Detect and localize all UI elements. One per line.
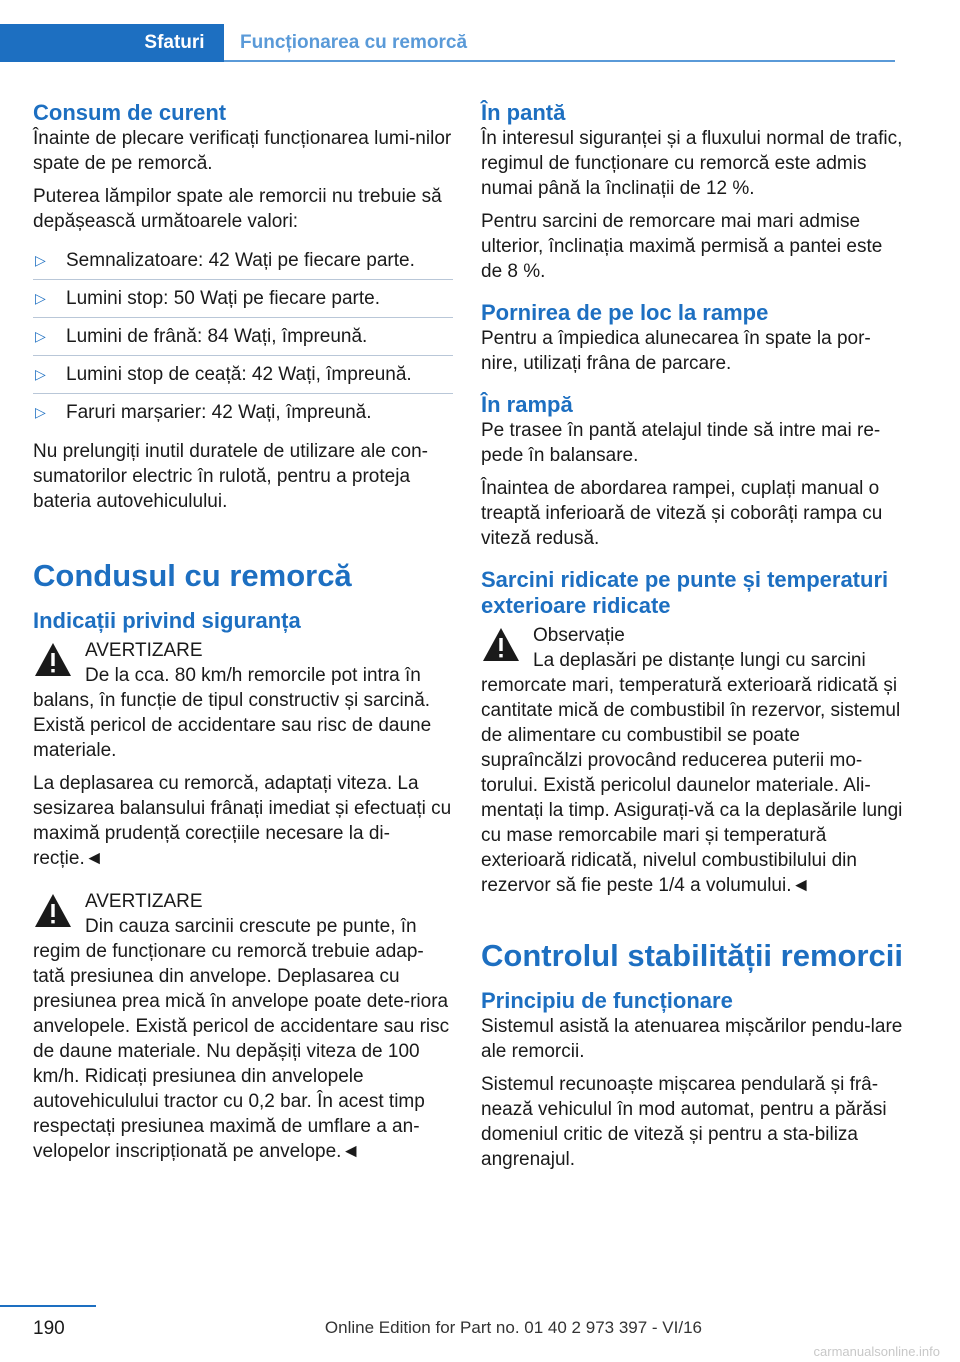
pornire-paragraph: Pentru a împiedica alunecarea în spate la por-nire, utilizați frâna de parcare. (481, 328, 871, 374)
speed-paragraph: La deplasarea cu remorcă, adaptați viteza. La sesizarea balansului frânați imediat și efectuați cu maximă prudență corecțiile necesare la di-recție.◄ (33, 773, 452, 869)
list-item: ▷ Lumini de frână: 84 Wați, împreună. (33, 317, 453, 355)
triangle-bullet-icon: ▷ (35, 366, 46, 382)
list-item: ▷ Faruri marșarier: 42 Wați, împreună. (33, 393, 453, 431)
footer-rule (0, 1305, 96, 1307)
page-number: 190 (33, 1318, 65, 1339)
condus-heading: Condusul cu remorcă (33, 558, 352, 593)
warning-triangle-icon (33, 640, 73, 680)
consum-heading: Consum de curent (33, 100, 227, 125)
panta-paragraph-1: În interesul siguranței și a fluxului normal de trafic, regimul de funcționare cu remorcă este admis numai până la înclinații de 12 %. (481, 128, 903, 199)
principiu-paragraph-1: Sistemul asistă la atenuarea mișcărilor pendu-lare ale remorcii. (481, 1016, 903, 1062)
page-header (0, 0, 960, 62)
warning-title: AVERTIZARE (85, 640, 203, 661)
note-block (481, 623, 903, 898)
triangle-bullet-icon: ▷ (35, 252, 46, 268)
edition-text: Online Edition for Part no. 01 40 2 973 397 - VI/16 (324, 1318, 702, 1337)
consum-paragraph-1: Înainte de plecare verificați funcționarea lumi-nilor spate de pe remorcă. (33, 128, 452, 174)
pornire-heading: Pornirea de pe loc la rampe (481, 300, 769, 325)
warning-text: Din cauza sarcinii crescute pe punte, în regim de funcționare cu remorcă trebuie adap-tată presiunea din anvelope. Deplasarea cu presiunea prea mică în anvelope poate dete-riora anvelopele. Există pericol de accidentare sau risc de daune materiale. Nu depășiți viteza de 100 km/h. Ridicați presiunea din anvelopele autovehiculului tractor cu 0,2 bar. În acest timp respectați presiunea maximă de umflare a an-velopelor inscripționată pe anvelope.◄ (33, 916, 450, 1162)
rampa-heading: În rampă (481, 392, 573, 417)
consum-paragraph-2: Puterea lămpilor spate ale remorcii nu trebuie să depășească următoarele valori: (33, 186, 442, 232)
warning-triangle-icon (481, 625, 521, 665)
siguranta-heading: Indicații privind siguranța (33, 608, 301, 633)
list-item: ▷ Lumini stop: 50 Wați pe fiecare parte. (33, 279, 453, 317)
panta-paragraph-2: Pentru sarcini de remorcare mai mari admise ulterior, înclinația maximă permisă a pantei este de 8 %. (481, 211, 883, 282)
rampa-paragraph-2: Înaintea de abordarea rampei, cuplați manual o treaptă inferioară de viteză și coborâți rampa cu viteză redusă. (481, 478, 883, 549)
sarcini-heading: Sarcini ridicate pe punte și temperaturi exterioare ridicate (481, 567, 889, 618)
header-section-tab: Sfaturi (125, 24, 224, 62)
principiu-paragraph-2: Sistemul recunoaște mișcarea pendulară și frâ-nează vehiculul în mod automat, pentru a părăsi domeniul critic de viteză și pentru a sta-biliza angrenajul. (481, 1074, 887, 1170)
watermark: carmanualsonline.info (813, 1344, 940, 1359)
triangle-bullet-icon: ▷ (35, 290, 46, 306)
list-item: ▷ Semnalizatoare: 42 Wați pe fiecare parte. (35, 250, 415, 271)
header-chapter-title: Funcționarea cu remorcă (240, 32, 468, 53)
warning-block-1 (33, 638, 453, 763)
warning-triangle-icon (33, 891, 73, 931)
wattage-list (33, 242, 453, 431)
note-title: Observație (533, 625, 625, 646)
triangle-bullet-icon: ▷ (35, 404, 46, 420)
rampa-paragraph-1: Pe trasee în pantă atelajul tinde să intre mai re-pede în balansare. (481, 420, 881, 466)
header-rule (224, 60, 895, 62)
left-column (33, 100, 453, 1172)
warning-title: AVERTIZARE (85, 891, 203, 912)
triangle-bullet-icon: ▷ (35, 328, 46, 344)
right-column (481, 100, 903, 1180)
list-item: ▷ Lumini stop de ceață: 42 Wați, împreună. (33, 355, 453, 393)
panta-heading: În pantă (481, 100, 566, 125)
warning-text: De la cca. 80 km/h remorcile pot intra în balans, în funcție de tipul constructiv și sarcină. Există pericol de accidentare sau risc de daune materiale. (33, 665, 432, 761)
consum-paragraph-3: Nu prelungiți inutil duratele de utilizare ale con-sumatorilor electric în rulotă, pentru a proteja bateria autovehiculului. (33, 441, 429, 512)
control-heading: Controlul stabilității remorcii (481, 938, 903, 973)
note-text: La deplasări pe distanțe lungi cu sarcini remorcate mari, temperatură exterioară ridicată și cantitate mică de combustibil în rezervor, sistemul de alimentare cu combustibil se poate supraîncălzi provocând reducerea puterii mo-torului. Există pericolul daunelor materiale. Ali-mentați la timp. Asigurați-vă ca la deplasările lungi cu mase remorcabile mari și temperatură exterioară ridicată, nivelul combustibilului din rezervor să fie peste 1/4 a volumului.◄ (481, 650, 903, 896)
principiu-heading: Principiu de funcționare (481, 988, 733, 1013)
header-accent-bar (0, 24, 125, 62)
warning-block-2 (33, 889, 453, 1164)
